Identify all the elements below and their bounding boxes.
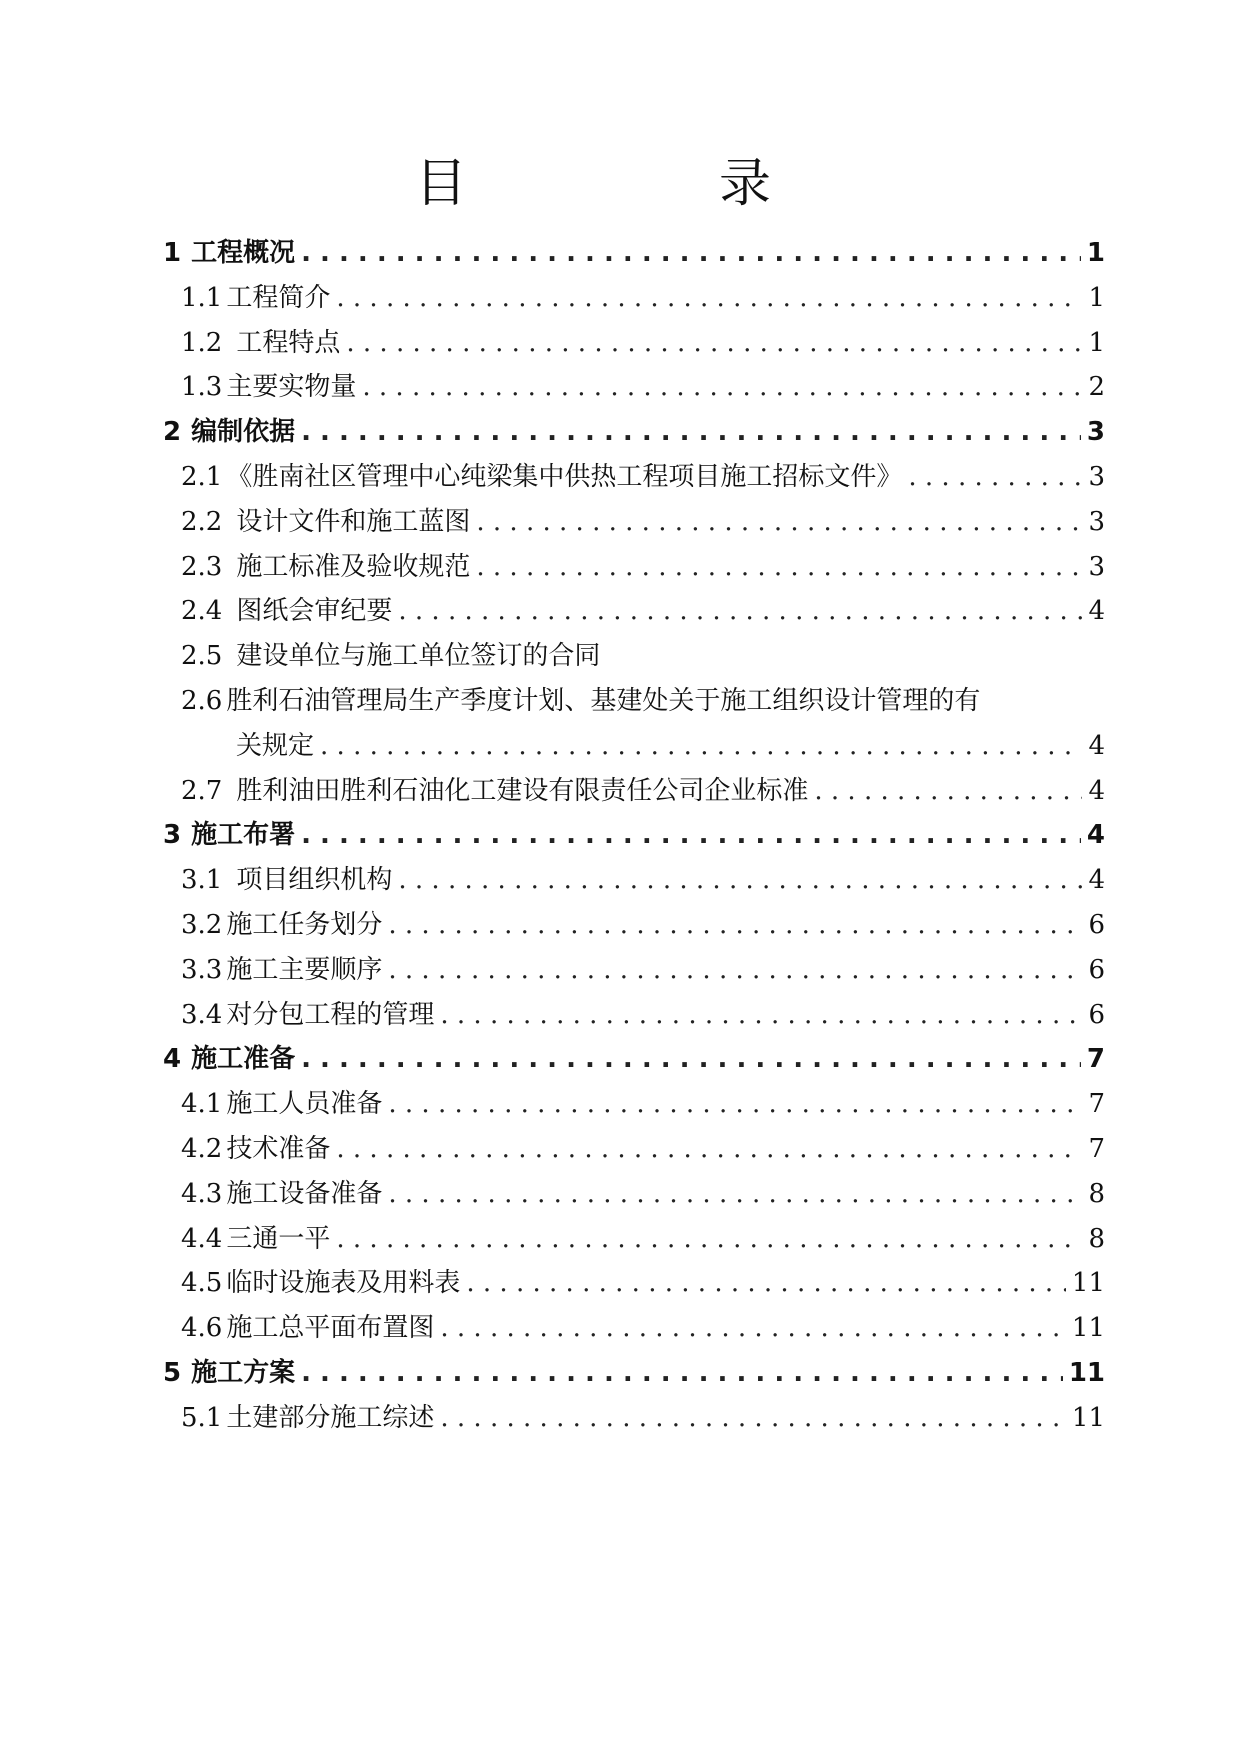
toc-entry[interactable] <box>181 681 1105 721</box>
toc-leader-dots <box>476 547 1082 587</box>
toc-entry-text <box>181 1174 382 1214</box>
toc-entry-number: 3.4 <box>181 1000 223 1030</box>
toc-entry-text <box>163 412 295 452</box>
toc-page-number: 6 <box>1088 955 1105 985</box>
toc-entry-text <box>181 950 382 990</box>
toc-entry-number: 1.3 <box>181 372 223 402</box>
toc-leader-dots <box>440 995 1082 1035</box>
toc-entry-text <box>181 636 600 676</box>
toc-entry-title: 编制依据 <box>191 417 296 447</box>
toc-entry-text <box>181 1398 434 1438</box>
page-title: 目 录 <box>414 154 871 214</box>
toc-entry[interactable] <box>181 1129 1105 1169</box>
toc-page-number: 4 <box>1088 865 1105 895</box>
toc-entry-number: 5.1 <box>181 1403 223 1433</box>
toc-entry-title: 工程特点 <box>236 328 341 358</box>
toc-leader-dots <box>440 1308 1066 1348</box>
toc-entry-text <box>181 278 330 318</box>
toc-page-number: 1 <box>1088 328 1105 358</box>
toc-entry-text <box>181 502 470 542</box>
toc-entry-text <box>181 905 382 945</box>
toc-entry-title: 项目组织机构 <box>236 865 393 895</box>
toc-leader-dots <box>388 1174 1082 1214</box>
toc-entry-text <box>163 1353 295 1393</box>
toc-page-number: 1 <box>1088 283 1105 313</box>
toc-leader-dots <box>301 1353 1063 1393</box>
toc-entry-number: 2.1 <box>181 462 223 492</box>
toc-page-number: 11 <box>1071 1403 1105 1433</box>
toc-page-number: 1 <box>1086 238 1105 268</box>
toc-entry[interactable] <box>181 860 1105 900</box>
toc-entry[interactable] <box>181 636 1105 676</box>
toc-entry[interactable] <box>181 995 1105 1035</box>
toc-entry-title: 设计文件和施工蓝图 <box>236 507 471 537</box>
toc-page-number: 3 <box>1088 462 1105 492</box>
toc-page-number: 4 <box>1086 820 1105 850</box>
toc-leader-dots <box>336 1219 1082 1259</box>
toc-page-number: 7 <box>1088 1134 1105 1164</box>
toc-entry-text <box>181 1084 382 1124</box>
toc-page-number: 4 <box>1088 776 1105 806</box>
toc-entry[interactable] <box>181 591 1105 631</box>
toc-entry-title: 工程概况 <box>191 238 296 268</box>
toc-entry[interactable] <box>181 905 1105 945</box>
toc-entry-number: 1.2 <box>181 328 223 358</box>
toc-entry-number: 3.3 <box>181 955 223 985</box>
toc-entry[interactable] <box>181 771 1105 811</box>
toc-entry-number: 3 <box>163 820 182 850</box>
toc-entry-number: 2.6 <box>181 686 223 716</box>
toc-leader-dots <box>301 233 1081 273</box>
toc-entry-title: 施工任务划分 <box>226 910 383 940</box>
toc-entry[interactable] <box>163 1353 1105 1393</box>
toc-entry-text <box>163 1039 295 1079</box>
toc-entry-title: 施工标准及验收规范 <box>236 552 471 582</box>
toc-page-number: 6 <box>1088 910 1105 940</box>
toc-entry-title: 图纸会审纪要 <box>236 596 393 626</box>
toc-page-number: 6 <box>1088 1000 1105 1030</box>
toc-entry-text <box>181 1129 330 1169</box>
toc-page-number: 3 <box>1086 417 1105 447</box>
toc-page-number: 3 <box>1088 507 1105 537</box>
toc-entry-title: 三通一平 <box>226 1224 331 1254</box>
toc-entry[interactable] <box>163 1039 1105 1079</box>
toc-entry-number: 4.3 <box>181 1179 223 1209</box>
toc-leader-dots <box>814 771 1082 811</box>
toc-entry-text <box>181 681 980 721</box>
toc-leader-dots <box>388 950 1082 990</box>
toc-entry-title: 关规定 <box>236 731 315 761</box>
toc-page-number: 11 <box>1071 1313 1105 1343</box>
toc-entry-number: 4 <box>163 1044 182 1074</box>
toc-entry-title: 主要实物量 <box>226 372 357 402</box>
toc-entry-text <box>181 860 392 900</box>
toc-entry-number: 1 <box>163 238 182 268</box>
toc-entry-number: 4.5 <box>181 1268 223 1298</box>
toc-entry-number: 2.7 <box>181 776 223 806</box>
toc-entry-number: 2 <box>163 417 182 447</box>
toc-entry-number: 2.5 <box>181 641 223 671</box>
toc-leader-dots <box>398 860 1082 900</box>
toc-entry-text <box>181 1219 330 1259</box>
toc-entry-text <box>181 591 392 631</box>
toc-page-number: 8 <box>1088 1224 1105 1254</box>
toc-entry-number: 2.2 <box>181 507 223 537</box>
toc-entry-title: 施工布署 <box>191 820 296 850</box>
toc-entry[interactable] <box>181 278 1105 318</box>
toc-entry[interactable] <box>181 367 1105 407</box>
toc-entry-title: 胜利油田胜利石油化工建设有限责任公司企业标准 <box>236 776 809 806</box>
toc-entry[interactable] <box>181 1219 1105 1259</box>
toc-entry[interactable] <box>181 323 1105 363</box>
toc-leader-dots <box>336 278 1082 318</box>
toc-entry[interactable] <box>163 412 1105 452</box>
toc-entry-number: 4.1 <box>181 1089 223 1119</box>
toc-leader-dots <box>362 367 1082 407</box>
toc-entry[interactable] <box>181 547 1105 587</box>
toc-entry-title: 胜利石油管理局生产季度计划、基建处关于施工组织设计管理的有 <box>226 686 981 716</box>
toc-page-number: 7 <box>1086 1044 1105 1074</box>
toc-entry[interactable] <box>163 233 1105 273</box>
toc-entry-title: 施工方案 <box>191 1358 296 1388</box>
toc-page-number: 11 <box>1071 1268 1105 1298</box>
toc-entry-text <box>181 323 340 363</box>
toc-entry-title: 土建部分施工综述 <box>226 1403 435 1433</box>
toc-entry[interactable] <box>181 457 1105 497</box>
toc-entry[interactable] <box>181 1174 1105 1214</box>
toc-leader-dots <box>336 1129 1082 1169</box>
toc-leader-dots <box>346 323 1082 363</box>
toc-entry-number: 2.3 <box>181 552 223 582</box>
toc-entry-title: 对分包工程的管理 <box>226 1000 435 1030</box>
toc-entry-title: 技术准备 <box>226 1134 331 1164</box>
toc-entry-text <box>163 233 295 273</box>
toc-entry-title: 施工准备 <box>191 1044 296 1074</box>
toc-leader-dots <box>301 815 1081 855</box>
toc-page-number: 4 <box>1088 596 1105 626</box>
toc-entry-number: 5 <box>163 1358 182 1388</box>
toc-entry[interactable] <box>181 1263 1105 1303</box>
toc-entry[interactable] <box>181 1398 1105 1438</box>
toc-entry-number: 1.1 <box>181 283 223 313</box>
toc-entry-title: 建设单位与施工单位签订的合同 <box>236 641 601 671</box>
toc-page-number: 4 <box>1088 731 1105 761</box>
toc-entry-text <box>163 815 295 855</box>
toc-entry-number: 4.2 <box>181 1134 223 1164</box>
toc-entry-text <box>181 547 470 587</box>
toc-entry-text <box>181 771 808 811</box>
toc-entry[interactable] <box>181 950 1105 990</box>
toc-leader-dots <box>388 905 1082 945</box>
toc-entry-title: 施工设备准备 <box>226 1179 383 1209</box>
toc-entry-title: 临时设施表及用料表 <box>226 1268 461 1298</box>
toc-leader-dots <box>398 591 1082 631</box>
toc-entry[interactable] <box>236 726 1105 766</box>
toc-leader-dots <box>440 1398 1066 1438</box>
toc-leader-dots <box>388 1084 1082 1124</box>
toc-entry-text <box>181 367 356 407</box>
toc-entry-text <box>181 1308 434 1348</box>
toc-entry[interactable] <box>163 815 1105 855</box>
toc-leader-dots <box>908 457 1082 497</box>
toc-entry-title: 《胜南社区管理中心纯梁集中供热工程项目施工招标文件》 <box>226 462 903 492</box>
toc-leader-dots <box>301 412 1081 452</box>
toc-page-number: 7 <box>1088 1089 1105 1119</box>
toc-entry-number: 2.4 <box>181 596 223 626</box>
toc-entry-title: 施工主要顺序 <box>226 955 383 985</box>
toc-entry-text <box>181 995 434 1035</box>
toc-entry-title: 施工总平面布置图 <box>226 1313 435 1343</box>
toc-entry[interactable] <box>181 1308 1105 1348</box>
toc-entry-text <box>236 726 314 766</box>
toc-page-number: 3 <box>1088 552 1105 582</box>
toc-entry-number: 3.2 <box>181 910 223 940</box>
toc-entry-number: 4.6 <box>181 1313 223 1343</box>
toc-entry-text <box>181 457 902 497</box>
toc-entry-number: 4.4 <box>181 1224 223 1254</box>
toc-entry-title: 施工人员准备 <box>226 1089 383 1119</box>
toc-entry-number: 3.1 <box>181 865 223 895</box>
toc-leader-dots <box>301 1039 1081 1079</box>
toc-leader-dots <box>476 502 1082 542</box>
toc-leader-dots <box>466 1263 1066 1303</box>
toc-page-number: 8 <box>1088 1179 1105 1209</box>
toc-page-number: 11 <box>1068 1358 1105 1388</box>
toc-entry-title: 工程简介 <box>226 283 331 313</box>
toc-entry[interactable] <box>181 1084 1105 1124</box>
toc-leader-dots <box>320 726 1082 766</box>
toc-page-number: 2 <box>1088 372 1105 402</box>
toc-entry-text <box>181 1263 460 1303</box>
toc-entry[interactable] <box>181 502 1105 542</box>
